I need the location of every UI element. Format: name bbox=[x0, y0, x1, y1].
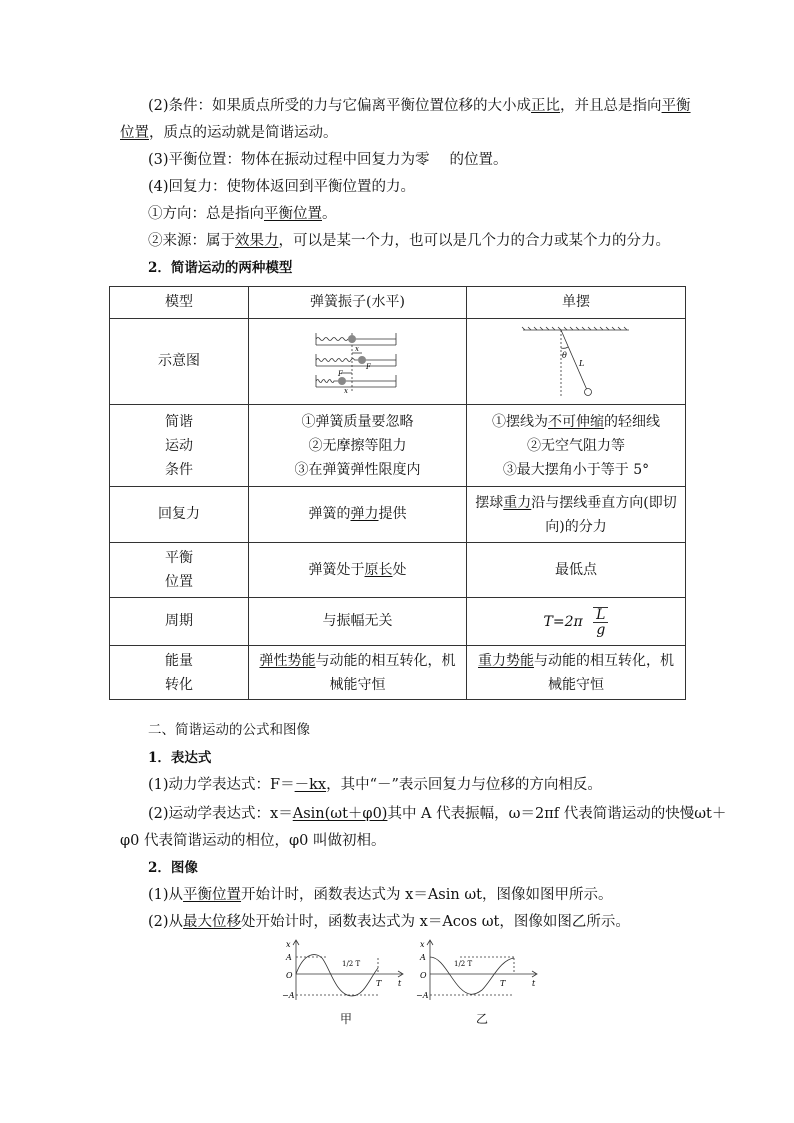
label-F-2: F bbox=[337, 369, 343, 378]
graph-sine bbox=[280, 938, 410, 1008]
pendulum-conditions: ①摆线为不可伸缩的轻细线 ②无空气阻力等 ③最大摆角小于等于 5° bbox=[467, 405, 686, 487]
svg-text:t: t bbox=[398, 979, 402, 988]
svg-text:O: O bbox=[286, 971, 293, 980]
source-line: ②来源：属于效果力，可以是某一个力，也可以是几个力的合力或某个力的分力。 bbox=[148, 233, 670, 249]
kinematics-expression: (2)运动学表达式：x＝Asin(ωt＋φ0)其中 A 代表振幅，ω＝2πf 代表简谐运动的快慢ωt＋ bbox=[148, 806, 727, 822]
graph-text-2: (2)从最大位移处开始计时，函数表达式为 x＝Acos ωt，图像如图乙所示。 bbox=[148, 914, 630, 930]
models-table bbox=[109, 286, 686, 700]
svg-text:T: T bbox=[376, 979, 382, 988]
pendulum-energy: 重力势能与动能的相互转化，机 械能守恒 bbox=[467, 646, 686, 700]
pendulum-period: T=2π $\frac{L}{g}$ bbox=[467, 598, 686, 646]
kinematics-expression-2: φ0 代表简谐运动的相位，φ0 叫做初相。 bbox=[120, 833, 386, 849]
header-spring: 弹簧振子(水平) bbox=[249, 287, 467, 319]
dynamics-expression: (1)动力学表达式：F＝－kx，其中“－”表示回复力与位移的方向相反。 bbox=[148, 777, 602, 793]
spring-energy: 弹性势能与动能的相互转化，机 械能守恒 bbox=[249, 646, 467, 700]
svg-text:A: A bbox=[420, 953, 426, 962]
pendulum-equilibrium: 最低点 bbox=[467, 543, 686, 598]
section-two-title: 二、简谐运动的公式和图像 bbox=[148, 722, 310, 738]
heading-expression: 1．表达式 bbox=[148, 750, 212, 766]
label-theta: θ bbox=[562, 350, 567, 360]
heading-graph: 2．图像 bbox=[148, 860, 198, 876]
row-energy-label: 能量 转化 bbox=[110, 646, 249, 700]
label-F: F bbox=[365, 362, 371, 371]
svg-text:x: x bbox=[420, 940, 425, 949]
condition-line-2: 位置，质点的运动就是简谐运动。 bbox=[120, 125, 338, 141]
svg-text:x: x bbox=[286, 940, 291, 949]
header-pendulum: 单摆 bbox=[467, 287, 686, 319]
restoring-force-line: (4)回复力：使物体返回到平衡位置的力。 bbox=[148, 179, 416, 195]
svg-text:T: T bbox=[500, 979, 506, 988]
spring-oscillator-diagram bbox=[308, 329, 408, 395]
label-jia: 甲 bbox=[340, 1012, 353, 1026]
row-equilibrium-label: 平衡 位置 bbox=[110, 543, 249, 598]
spring-equilibrium: 弹簧处于原长处 bbox=[249, 543, 467, 598]
heading-two-models: 2．简谐运动的两种模型 bbox=[148, 260, 293, 276]
pendulum-restoring: 摆球重力沿与摆线垂直方向(即切 向)的分力 bbox=[467, 487, 686, 543]
label-L: L bbox=[579, 358, 585, 368]
row-conditions-label: 简谐 运动 条件 bbox=[110, 405, 249, 487]
spring-diagram-cell bbox=[249, 319, 467, 405]
header-model: 模型 bbox=[110, 287, 249, 319]
row-restoring-label: 回复力 bbox=[110, 487, 249, 543]
svg-text:1/2 T: 1/2 T bbox=[342, 960, 361, 968]
label-yi: 乙 bbox=[476, 1012, 489, 1026]
row-period-label: 周期 bbox=[110, 598, 249, 646]
pendulum-diagram-cell bbox=[467, 319, 686, 405]
svg-text:1/2 T: 1/2 T bbox=[454, 960, 473, 968]
spring-period: 与振幅无关 bbox=[249, 598, 467, 646]
svg-text:O: O bbox=[420, 971, 427, 980]
pendulum-diagram bbox=[521, 326, 631, 398]
svg-text:A: A bbox=[286, 953, 292, 962]
label-x: x bbox=[354, 344, 359, 353]
equilibrium-line: (3)平衡位置：物体在振动过程中回复力为零 的位置。 bbox=[148, 152, 508, 168]
direction-line: ①方向：总是指向平衡位置。 bbox=[148, 206, 337, 222]
label-x-2: x bbox=[343, 386, 348, 395]
svg-text:t: t bbox=[532, 979, 536, 988]
graph-text-1: (1)从平衡位置开始计时，函数表达式为 x＝Asin ωt，图像如图甲所示。 bbox=[148, 887, 613, 903]
svg-text:−A: −A bbox=[416, 991, 429, 1000]
svg-text:−A: −A bbox=[282, 991, 295, 1000]
spring-restoring: 弹簧的弹力提供 bbox=[249, 487, 467, 543]
spring-conditions: ①弹簧质量要忽略 ②无摩擦等阻力 ③在弹簧弹性限度内 bbox=[249, 405, 467, 487]
row-diagram-label: 示意图 bbox=[110, 319, 249, 405]
condition-line-1: (2)条件：如果质点所受的力与它偏离平衡位置位移的大小成正比，并且总是指向平衡 bbox=[148, 98, 691, 114]
graph-cosine bbox=[414, 938, 544, 1008]
